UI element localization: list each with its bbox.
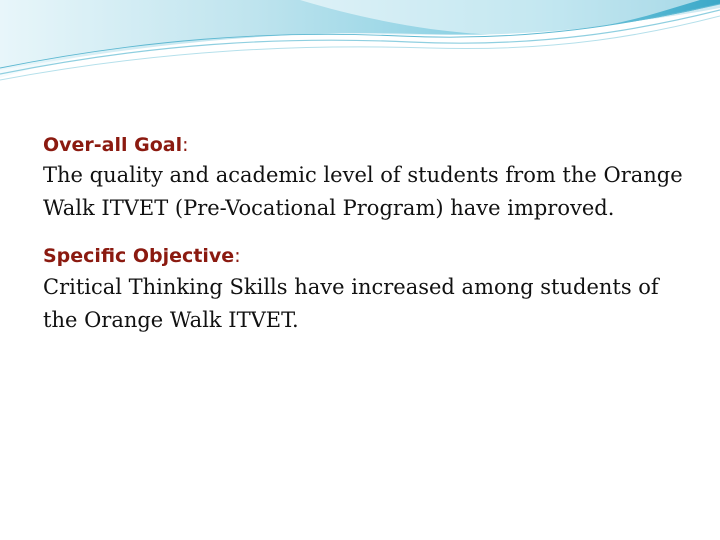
objective-text: Critical Thinking Skills have increased among students of the Orange Walk ITVET. [43,275,659,332]
goal-heading-colon: : [182,134,189,156]
objective-heading [43,243,693,269]
wave-banner-decoration [0,0,720,90]
goal-heading-label: Over-all Goal [43,134,183,156]
slide-content [43,132,693,337]
objective-heading-colon: : [234,245,241,267]
goal-text: The quality and academic level of students from the Orange Walk ITVET (Pre-Vocational Program) have improved. [43,163,683,220]
objective-heading-label: Specific Objective [43,245,235,267]
goal-heading [43,132,693,158]
